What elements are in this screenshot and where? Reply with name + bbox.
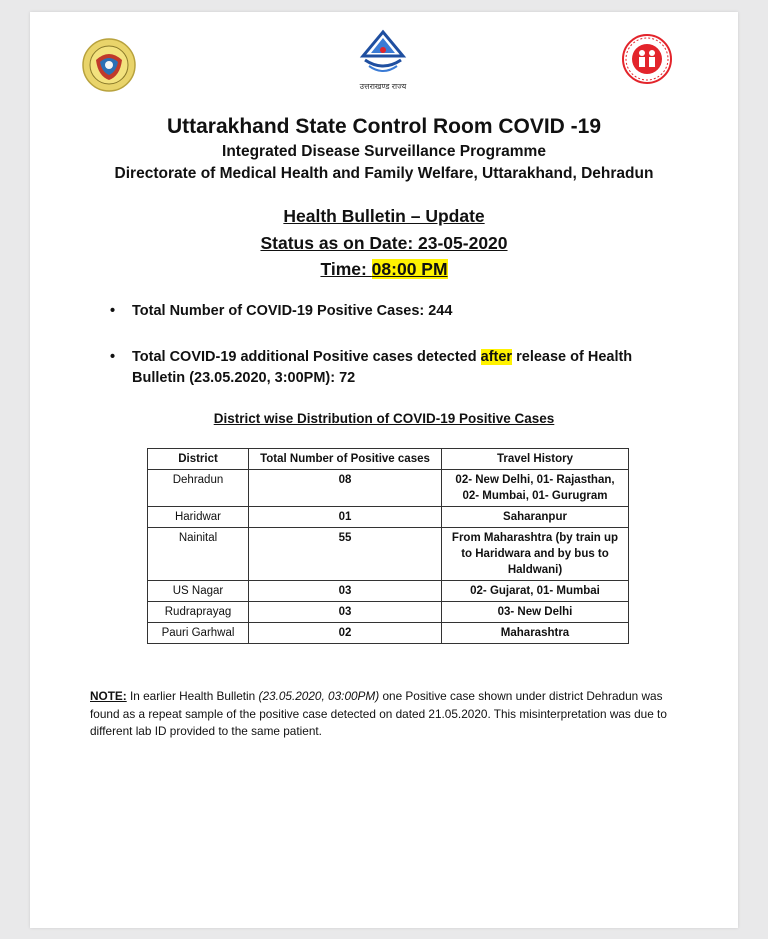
bullet-text-part2: release of Health Bulletin (23.05.2020, 3:00PM): 72 bbox=[132, 349, 633, 386]
table-row bbox=[148, 507, 629, 528]
table-title: District wise Distribution of COVID-19 Positive Cases bbox=[213, 411, 555, 426]
cell-count: 03 bbox=[249, 581, 442, 602]
table-row bbox=[148, 528, 629, 581]
note-label: NOTE: bbox=[90, 689, 127, 703]
cell-travel: From Maharashtra (by train up to Haridwara and by bus to Haldwani) bbox=[442, 528, 629, 581]
cell-count: 55 bbox=[249, 528, 442, 581]
district-distribution-table bbox=[147, 448, 629, 644]
cell-travel: 02- Gujarat, 01- Mumbai bbox=[442, 581, 629, 602]
cell-district: Pauri Garhwal bbox=[148, 623, 249, 644]
bullet-dot-icon: • bbox=[110, 303, 116, 319]
time-value: 08:00 PM bbox=[371, 259, 448, 279]
bullet-additional-cases-text bbox=[110, 347, 670, 389]
cell-travel: 03- New Delhi bbox=[442, 602, 629, 623]
header-district: District bbox=[148, 449, 249, 470]
bullet-total-cases bbox=[110, 301, 670, 322]
table-row bbox=[148, 470, 629, 507]
cell-travel: 02- New Delhi, 01- Rajasthan, 02- Mumbai, 01- Gurugram bbox=[442, 470, 629, 507]
national-health-mission-logo bbox=[622, 34, 672, 84]
bullet-dot-icon: • bbox=[110, 349, 116, 365]
programme-subtitle: Integrated Disease Surveillance Programme bbox=[222, 143, 546, 160]
bulletin-heading: Health Bulletin – Update bbox=[283, 206, 485, 226]
bullet-text-part1: Total COVID-19 additional Positive cases detected bbox=[132, 349, 481, 365]
cell-district: Haridwar bbox=[148, 507, 249, 528]
header-travel-history: Travel History bbox=[442, 449, 629, 470]
cell-travel: Saharanpur bbox=[442, 507, 629, 528]
document-page bbox=[30, 12, 738, 928]
cell-travel: Maharashtra bbox=[442, 623, 629, 644]
note-paragraph bbox=[90, 688, 690, 741]
table-row bbox=[148, 581, 629, 602]
note-text-part2: one Positive case shown under district Dehradun was found as a repeat sample of the positive case detected on dated 21.05.2020. This misinterpretation was due to different lab ID provided to the same patient. bbox=[90, 689, 667, 738]
table-row bbox=[148, 623, 629, 644]
uttarakhand-state-logo bbox=[355, 28, 411, 90]
table-row bbox=[148, 602, 629, 623]
health-emblem-logo bbox=[82, 38, 136, 92]
bullet-highlight-after: after bbox=[480, 349, 513, 365]
document-title: Uttarakhand State Control Room COVID -19 bbox=[166, 115, 602, 138]
bullet-total-cases-text: Total Number of COVID-19 Positive Cases: 244 bbox=[132, 303, 453, 319]
cell-district: Rudraprayag bbox=[148, 602, 249, 623]
cell-count: 01 bbox=[249, 507, 442, 528]
cell-count: 03 bbox=[249, 602, 442, 623]
header-total-cases: Total Number of Positive cases bbox=[249, 449, 442, 470]
bullet-additional-cases bbox=[110, 347, 670, 389]
cell-count: 08 bbox=[249, 470, 442, 507]
bulletin-status-date: Status as on Date: 23-05-2020 bbox=[260, 233, 508, 253]
state-logo-caption: उत्तराखण्ड राज्य bbox=[359, 82, 407, 91]
cell-district: Dehradun bbox=[148, 470, 249, 507]
bulletin-time bbox=[30, 259, 738, 280]
directorate-subtitle: Directorate of Medical Health and Family Welfare, Uttarakhand, Dehradun bbox=[114, 165, 654, 182]
table-header-row bbox=[148, 449, 629, 470]
time-label: Time: bbox=[320, 259, 372, 279]
cell-district: Nainital bbox=[148, 528, 249, 581]
note-text-part1: In earlier Health Bulletin bbox=[126, 689, 259, 703]
cell-count: 02 bbox=[249, 623, 442, 644]
cell-district: US Nagar bbox=[148, 581, 249, 602]
note-text-italic: (23.05.2020, 03:00PM) bbox=[258, 689, 380, 703]
